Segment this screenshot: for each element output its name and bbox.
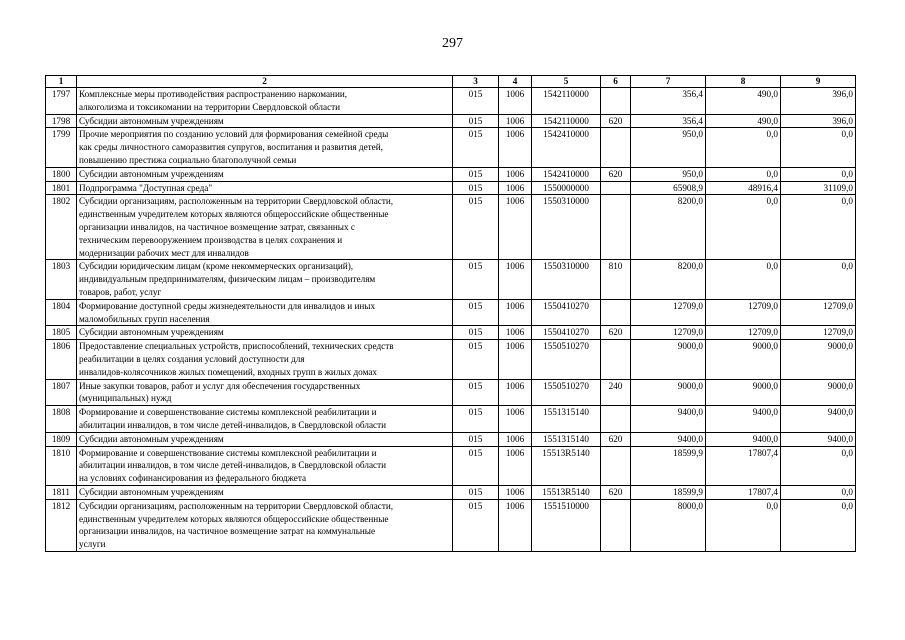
table-row: [46, 340, 856, 379]
row-number-cell: 1800: [46, 167, 77, 181]
section-code-cell: 1006: [499, 88, 532, 115]
target-article-cell: 1542410000: [532, 128, 601, 167]
department-code-cell: 015: [453, 114, 499, 128]
department-code-cell: 015: [453, 260, 499, 299]
amount-col8-cell: 9000,0: [706, 340, 781, 379]
amount-col8-cell: 12709,0: [706, 326, 781, 340]
row-number-cell: 1804: [46, 299, 77, 326]
amount-col7-cell: 9000,0: [631, 379, 706, 406]
row-number-cell: 1807: [46, 379, 77, 406]
section-code-cell: 1006: [499, 326, 532, 340]
amount-col7-cell: 8200,0: [631, 260, 706, 299]
row-name-cell: Формирование доступной среды жизнедеятельности для инвалидов и иных маломобильных групп населения: [77, 299, 453, 326]
budget-table: [45, 75, 856, 552]
table-row: [46, 195, 856, 260]
amount-col9-cell: 9000,0: [781, 340, 856, 379]
target-article-cell: 1551315140: [532, 432, 601, 446]
row-number-cell: 1805: [46, 326, 77, 340]
expense-type-cell: [601, 299, 631, 326]
amount-col7-cell: 8200,0: [631, 195, 706, 260]
amount-col7-cell: 950,0: [631, 128, 706, 167]
target-article-cell: 15513R5140: [532, 446, 601, 485]
department-code-cell: 015: [453, 326, 499, 340]
target-article-cell: 1542110000: [532, 114, 601, 128]
table-row: [46, 88, 856, 115]
row-name-cell: Прочие мероприятия по созданию условий для формирования семейной среды как среды личностного саморазвития супругов, воспитания и развития детей, повышению престижа социально благополучной семьи: [77, 128, 453, 167]
table-row: [46, 181, 856, 195]
amount-col9-cell: 396,0: [781, 88, 856, 115]
column-header: 2: [77, 76, 453, 88]
amount-col7-cell: 9000,0: [631, 340, 706, 379]
row-name-cell: Субсидии автономным учреждениям: [77, 114, 453, 128]
expense-type-cell: 620: [601, 167, 631, 181]
amount-col9-cell: 0,0: [781, 195, 856, 260]
amount-col9-cell: 0,0: [781, 167, 856, 181]
section-code-cell: 1006: [499, 195, 532, 260]
amount-col7-cell: 12709,0: [631, 326, 706, 340]
amount-col7-cell: 65908,9: [631, 181, 706, 195]
department-code-cell: 015: [453, 128, 499, 167]
amount-col8-cell: 9400,0: [706, 406, 781, 433]
row-name-cell: Иные закупки товаров, работ и услуг для обеспечения государственных (муниципальных) нужд: [77, 379, 453, 406]
section-code-cell: 1006: [499, 432, 532, 446]
page-number: 297: [442, 36, 463, 51]
amount-col7-cell: 9400,0: [631, 432, 706, 446]
department-code-cell: 015: [453, 485, 499, 499]
column-header: 8: [706, 76, 781, 88]
amount-col9-cell: 0,0: [781, 485, 856, 499]
amount-col7-cell: 8000,0: [631, 499, 706, 551]
amount-col9-cell: 396,0: [781, 114, 856, 128]
expense-type-cell: [601, 88, 631, 115]
table-body: [46, 88, 856, 552]
row-name-cell: Субсидии автономным учреждениям: [77, 167, 453, 181]
amount-col8-cell: 0,0: [706, 499, 781, 551]
row-name-cell: Субсидии автономным учреждениям: [77, 432, 453, 446]
row-name-cell: Субсидии организациям, расположенным на территории Свердловской области, единственным учредителем которых являются общероссийские общественные организации инвалидов, на частичное возмещение затрат на коммунальные услуги: [77, 499, 453, 551]
section-code-cell: 1006: [499, 181, 532, 195]
target-article-cell: 1550410270: [532, 299, 601, 326]
amount-col8-cell: 12709,0: [706, 299, 781, 326]
department-code-cell: 015: [453, 299, 499, 326]
expense-type-cell: 240: [601, 379, 631, 406]
amount-col7-cell: 950,0: [631, 167, 706, 181]
column-header: 7: [631, 76, 706, 88]
amount-col7-cell: 18599,9: [631, 446, 706, 485]
table-row: [46, 128, 856, 167]
expense-type-cell: [601, 340, 631, 379]
section-code-cell: 1006: [499, 299, 532, 326]
amount-col9-cell: 0,0: [781, 499, 856, 551]
expense-type-cell: [601, 446, 631, 485]
section-code-cell: 1006: [499, 446, 532, 485]
department-code-cell: 015: [453, 88, 499, 115]
row-name-cell: Предоставление специальных устройств, приспособлений, технических средств реабилитации в целях создания условий доступности для инвалидов-колясочников жилых помещений, входных групп в жилых домах: [77, 340, 453, 379]
table-row: [46, 379, 856, 406]
table-row: [46, 260, 856, 299]
table-row: [46, 167, 856, 181]
amount-col8-cell: 9000,0: [706, 379, 781, 406]
target-article-cell: 1551510000: [532, 499, 601, 551]
amount-col9-cell: 9400,0: [781, 406, 856, 433]
expense-type-cell: 810: [601, 260, 631, 299]
table-row: [46, 446, 856, 485]
row-number-cell: 1798: [46, 114, 77, 128]
target-article-cell: 1550510270: [532, 379, 601, 406]
amount-col7-cell: 356,4: [631, 88, 706, 115]
row-number-cell: 1808: [46, 406, 77, 433]
section-code-cell: 1006: [499, 499, 532, 551]
target-article-cell: 1542110000: [532, 88, 601, 115]
column-header: 9: [781, 76, 856, 88]
target-article-cell: 1550510270: [532, 340, 601, 379]
amount-col9-cell: 12709,0: [781, 326, 856, 340]
amount-col9-cell: 9400,0: [781, 432, 856, 446]
section-code-cell: 1006: [499, 128, 532, 167]
column-header: 3: [453, 76, 499, 88]
column-header: 5: [532, 76, 601, 88]
amount-col8-cell: 17807,4: [706, 446, 781, 485]
expense-type-cell: [601, 195, 631, 260]
department-code-cell: 015: [453, 181, 499, 195]
expense-type-cell: [601, 499, 631, 551]
row-name-cell: Субсидии автономным учреждениям: [77, 326, 453, 340]
target-article-cell: 1542410000: [532, 167, 601, 181]
section-code-cell: 1006: [499, 260, 532, 299]
department-code-cell: 015: [453, 499, 499, 551]
amount-col7-cell: 18599,9: [631, 485, 706, 499]
row-number-cell: 1803: [46, 260, 77, 299]
section-code-cell: 1006: [499, 406, 532, 433]
department-code-cell: 015: [453, 195, 499, 260]
row-name-cell: Формирование и совершенствование системы комплексной реабилитации и абилитации инвалидов, в том числе детей-инвалидов, в Свердловской области на условиях софинансирования из федерального бюджета: [77, 446, 453, 485]
amount-col9-cell: 12709,0: [781, 299, 856, 326]
section-code-cell: 1006: [499, 114, 532, 128]
department-code-cell: 015: [453, 340, 499, 379]
table-row: [46, 432, 856, 446]
row-number-cell: 1799: [46, 128, 77, 167]
table-row: [46, 326, 856, 340]
row-name-cell: Субсидии автономным учреждениям: [77, 485, 453, 499]
row-name-cell: Подпрограмма "Доступная среда": [77, 181, 453, 195]
column-header: 6: [601, 76, 631, 88]
target-article-cell: 1550000000: [532, 181, 601, 195]
row-name-cell: Субсидии организациям, расположенным на территории Свердловской области, единственным учредителем которых являются общероссийские общественные организации инвалидов, на частичное возмещение затрат, связанных с техническим перевооружением производства в целях сохранения и модернизации рабочих мест для инвалидов: [77, 195, 453, 260]
table-row: [46, 485, 856, 499]
amount-col7-cell: 12709,0: [631, 299, 706, 326]
section-code-cell: 1006: [499, 340, 532, 379]
table-header-row: [46, 76, 856, 88]
row-name-cell: Формирование и совершенствование системы комплексной реабилитации и абилитации инвалидов, в том числе детей-инвалидов, в Свердловской области: [77, 406, 453, 433]
amount-col8-cell: 0,0: [706, 128, 781, 167]
row-number-cell: 1801: [46, 181, 77, 195]
department-code-cell: 015: [453, 167, 499, 181]
amount-col8-cell: 9400,0: [706, 432, 781, 446]
target-article-cell: 1550310000: [532, 195, 601, 260]
amount-col8-cell: 17807,4: [706, 485, 781, 499]
expense-type-cell: [601, 406, 631, 433]
section-code-cell: 1006: [499, 485, 532, 499]
amount-col9-cell: 0,0: [781, 260, 856, 299]
department-code-cell: 015: [453, 432, 499, 446]
amount-col8-cell: 48916,4: [706, 181, 781, 195]
row-number-cell: 1797: [46, 88, 77, 115]
department-code-cell: 015: [453, 379, 499, 406]
expense-type-cell: [601, 181, 631, 195]
amount-col9-cell: 0,0: [781, 446, 856, 485]
amount-col8-cell: 0,0: [706, 195, 781, 260]
expense-type-cell: 620: [601, 326, 631, 340]
department-code-cell: 015: [453, 406, 499, 433]
amount-col8-cell: 0,0: [706, 167, 781, 181]
row-name-cell: Комплексные меры противодействия распространению наркомании, алкоголизма и токсикомании на территории Свердловской области: [77, 88, 453, 115]
amount-col9-cell: 0,0: [781, 128, 856, 167]
department-code-cell: 015: [453, 446, 499, 485]
target-article-cell: 1550410270: [532, 326, 601, 340]
expense-type-cell: 620: [601, 432, 631, 446]
expense-type-cell: 620: [601, 114, 631, 128]
section-code-cell: 1006: [499, 379, 532, 406]
table-row: [46, 499, 856, 551]
target-article-cell: 1550310000: [532, 260, 601, 299]
row-number-cell: 1809: [46, 432, 77, 446]
row-number-cell: 1806: [46, 340, 77, 379]
row-number-cell: 1811: [46, 485, 77, 499]
table-row: [46, 114, 856, 128]
table-row: [46, 299, 856, 326]
amount-col7-cell: 9400,0: [631, 406, 706, 433]
amount-col8-cell: 490,0: [706, 88, 781, 115]
amount-col7-cell: 356,4: [631, 114, 706, 128]
expense-type-cell: [601, 128, 631, 167]
row-number-cell: 1802: [46, 195, 77, 260]
expense-type-cell: 620: [601, 485, 631, 499]
section-code-cell: 1006: [499, 167, 532, 181]
target-article-cell: 1551315140: [532, 406, 601, 433]
amount-col9-cell: 31109,0: [781, 181, 856, 195]
amount-col8-cell: 0,0: [706, 260, 781, 299]
table-row: [46, 406, 856, 433]
row-number-cell: 1812: [46, 499, 77, 551]
column-header: 4: [499, 76, 532, 88]
column-header: 1: [46, 76, 77, 88]
row-name-cell: Субсидии юридическим лицам (кроме некоммерческих организаций), индивидуальным предпринимателям, физическим лицам – производителям товаров, работ, услуг: [77, 260, 453, 299]
amount-col9-cell: 9000,0: [781, 379, 856, 406]
row-number-cell: 1810: [46, 446, 77, 485]
target-article-cell: 15513R5140: [532, 485, 601, 499]
amount-col8-cell: 490,0: [706, 114, 781, 128]
